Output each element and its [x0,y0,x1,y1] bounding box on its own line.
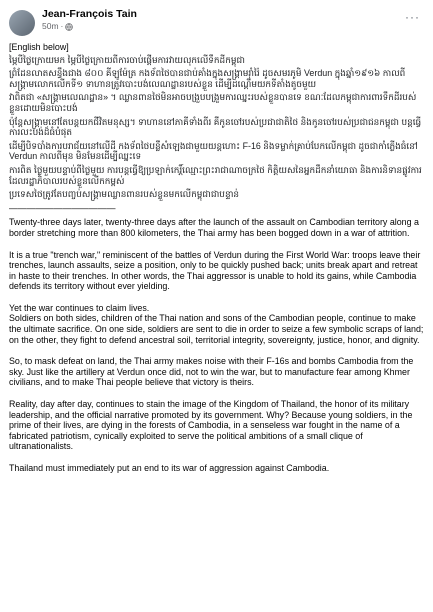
separator-line: ———————————— [9,202,116,213]
author-name[interactable]: Jean-François Tain [42,8,137,20]
khmer-paragraph: ព្រំដែនលាតសន្ធឹងជាង ៨០០ គីឡូម៉ែត្រ កងទ័ពថៃបានជាប់គាំងក្នុងសង្រ្គាមរ៉ាំរ៉ៃ ដូចសមរភូមិ Verdun ក្នុងឆ្នាំ១៩១៦ កាលពីសង្គ្រាមលោកលើកទី១ ទាហានត្រូវបោះបង់លេណដ្ឋានរបស់ខ្លួន ដើម្បីដណ្តើមយកទីតាំងតូចមួយ [9,68,406,89]
post-body [9,42,424,474]
post-time[interactable]: 50m [42,21,59,31]
post-header [9,8,424,42]
khmer-paragraph: ដើម្បីបិទបាំងការបរាជ័យនៅលើដី កងទ័ពថៃបន្លឺសំឡេងជាមួយយន្តហោះ F-16 និងទម្លាក់គ្រាប់បែកលើកម្ពុជា ដូចជាកាំភ្លើងធំនៅ Verdun កាលពីមុន មិនមែនដើម្បីឈ្នះទេ [9,140,418,162]
khmer-paragraph: ការពិត ថ្ងៃមួយបន្ទាប់ពីថ្ងៃមួយ ការបន្តធ្វើឱ្យប្រឡាក់កេរ្តិ៍ឈ្មោះព្រះរាជាណាចក្រថៃ កិត្តិយសនៃអ្នកដឹកនាំយោធា និងការនិទានផ្លូវការដែលរដ្ឋាភិបាលរបស់ខ្លួនលើកកម្ពស់ [9,164,422,186]
english-paragraph: Thailand must immediately put an end to its war of aggression against Cambodia. [9,463,330,473]
separator-dot: · [60,21,64,31]
khmer-paragraph: ប៉ុន្តែសង្គ្រាមនៅតែបន្តយកជីវិតមនុស្ស។ ទាហាននៅភាគីទាំងពីរ គឺកូនចៅរបស់ប្រជាជាតិថៃ និងកូនចៅរបស់ប្រជាជនកម្ពុជា បន្តធ្វើការលះបង់ដ៏ធំបំផុត [9,116,422,138]
english-paragraph: Yet the war continues to claim lives. Soldiers on both sides, children of the Thai nation and sons of the Cambodian people, continue to make the ultimate sacrifice. On one side, soldiers are sent to die in order to seize a few symbolic scraps of land; on the other, they fight to defend ancestral soil, territorial integrity, sovereignty, justice, honor, and dignity. [9,302,424,345]
post-subline [42,21,405,32]
globe-icon[interactable] [65,23,73,31]
avatar[interactable] [9,10,35,36]
post-meta [42,8,405,32]
khmer-text-block [9,55,424,200]
khmer-paragraph: ប្រទេសថៃត្រូវតែបញ្ចប់សង្គ្រាមឈ្លានពានរបស់ខ្លួនមកលើកម្ពុជាជាបន្ទាន់ [9,189,240,200]
khmer-paragraph: ម្ភៃបីថ្ងៃក្រោយមក ម្ភៃបីថ្ងៃក្រោយពីការចាប់ផ្តើមការវាយលុកលើទឹកដីកម្ពុជា [9,54,245,65]
english-paragraph: Twenty-three days later, twenty-three days after the launch of the assault on Cambodian territory along a border stretching more than 800 kilometers, the Thai army has been bogged down in a war of attrition. [9,217,419,238]
khmer-paragraph: វាពិតជា «សង្គ្រាមលេណដ្ឋាន» ។ ឈ្លានពានថៃមិនអាចបង្រួបបង្រួមការឈ្នះរបស់ខ្លួនបានទេ ខណៈដែលកម្ពុជាការពារទឹកដីរបស់ខ្លួនដោយមិនបោះបង់ [9,92,417,113]
english-paragraph: Reality, day after day, continues to stain the image of the Kingdom of Thailand, the honor of its military leadership, and the official narrative promoted by its government. Why? Because young soldiers, in the prime of their lives, are dying in the forests of Cambodia, in a senseless war fought in the name of a fabricated patriotism, cynically exploited to serve the political ambitions of a small clique of ultranationalists. [9,399,413,452]
english-below-label: [English below] [9,42,69,52]
english-paragraph: So, to mask defeat on land, the Thai army makes noise with their F-16s and bombs Cambodia from the sky. Just like the artillery at Verdun once did, not to win the war, but to manufacture fear among Khmer civilians, and to make Thai people believe that victory is theirs. [9,356,414,388]
english-paragraph: It is a true "trench war," reminiscent of the battles of Verdun during the First World War: troops leave their trenches, launch assaults, seize a position, only to be quickly pushed back; units break apart and retreat in haste to their trenches. In other words, the Thai aggressor is unable to hold its gains, while Cambodia defends its territory without ever yielding. [9,249,421,292]
more-options-icon[interactable]: ··· [405,10,420,24]
